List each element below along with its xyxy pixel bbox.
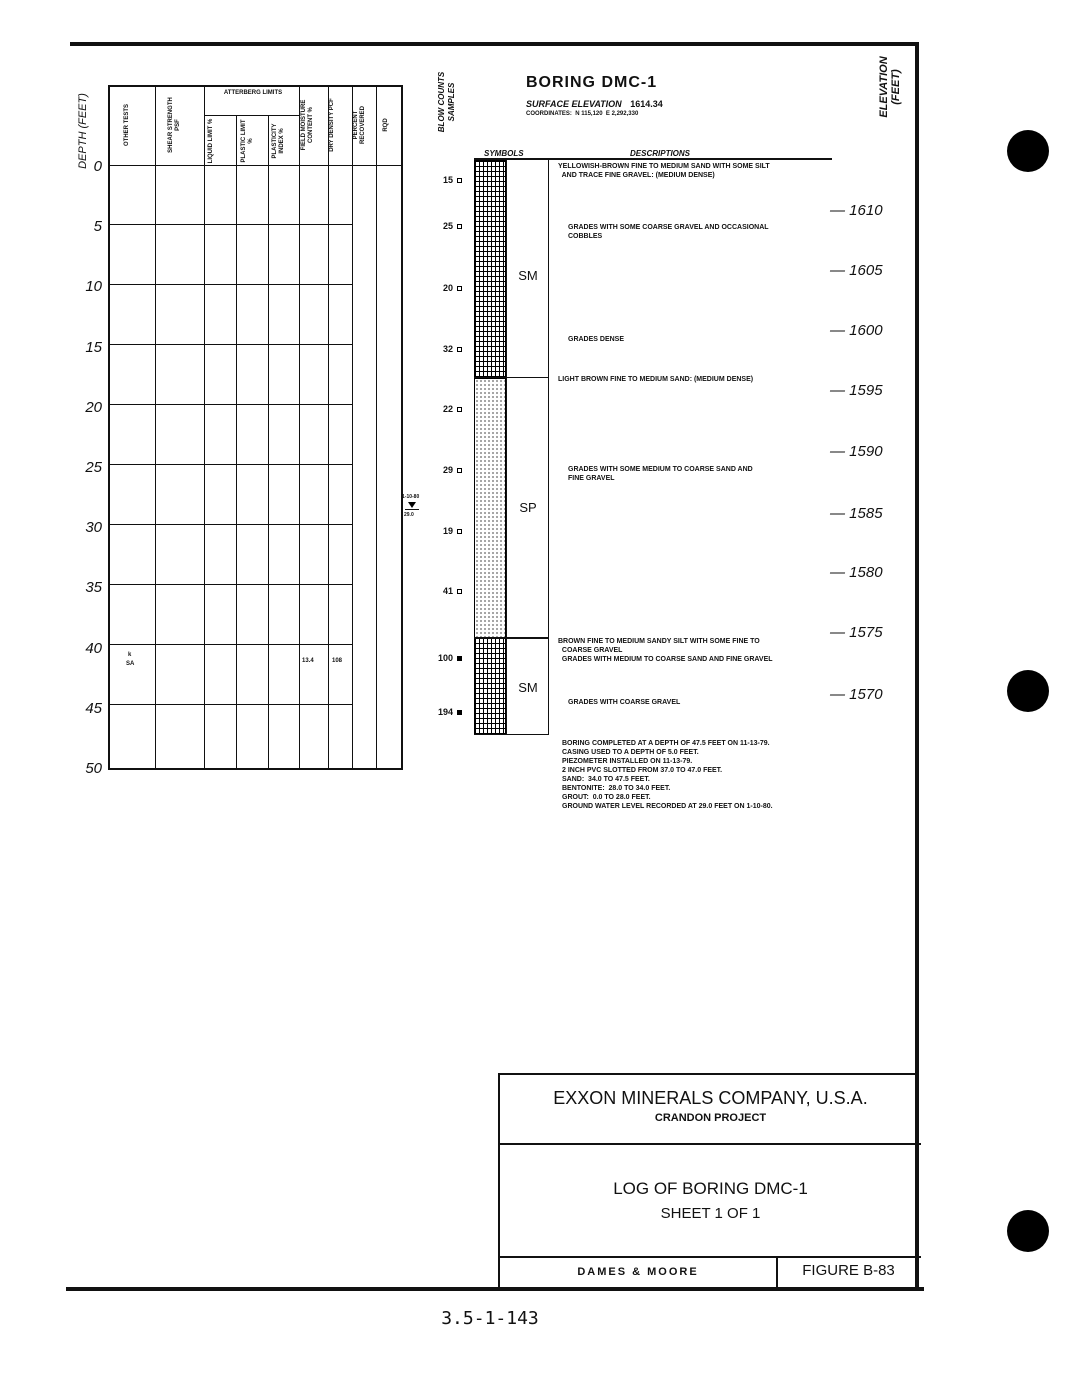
- water-level-triangle: [408, 502, 416, 508]
- blow-count-value: 194: [437, 707, 453, 717]
- blow-count-value: 41: [442, 586, 453, 596]
- blow-count: [420, 404, 462, 414]
- frame-top: [70, 42, 918, 46]
- depth-tick-label: 10: [85, 278, 102, 296]
- elevation-tick-label: 1600: [849, 322, 883, 339]
- blow-count-value: 15: [442, 175, 453, 185]
- depth-tick-label: 20: [85, 398, 102, 416]
- note-3: PIEZOMETER INSTALLED ON 11-13-79.: [562, 758, 693, 765]
- blow-count-value: 29: [442, 465, 453, 475]
- blow-count-value: 32: [442, 344, 453, 354]
- figure-number: FIGURE B-83: [802, 1262, 895, 1279]
- description-3: GRADES DENSE: [568, 336, 625, 343]
- header-dry-density: DRY DENSITY PCF: [329, 98, 335, 152]
- header-rqd: RQD: [383, 118, 389, 132]
- project-name: CRANDON PROJECT: [654, 1112, 767, 1124]
- sample-marker: [457, 224, 462, 229]
- surface-elevation-label: SURFACE ELEVATION: [526, 99, 622, 109]
- elevation-axis-label: ELEVATION (FEET): [878, 56, 902, 118]
- blow-count: [420, 465, 462, 475]
- elevation-tick: [830, 624, 883, 641]
- note-2: CASING USED TO A DEPTH OF 5.0 FEET.: [562, 749, 699, 756]
- depth-tick-label: 0: [93, 158, 102, 175]
- elevation-tick-mark: —: [830, 564, 850, 581]
- descriptions-label: DESCRIPTIONS: [630, 149, 691, 158]
- note-6: BENTONITE: 28.0 TO 34.0 FEET.: [562, 785, 671, 792]
- stratum-uscs-2: SP: [519, 500, 537, 515]
- depth-tick-label: 50: [85, 760, 102, 777]
- stratum-pattern-3: [474, 638, 506, 735]
- blow-count-value: 25: [442, 221, 453, 231]
- sample-marker: [457, 347, 462, 352]
- sheet-number: SHEET 1 OF 1: [660, 1205, 761, 1222]
- elevation-tick-mark: —: [830, 382, 850, 399]
- lab-other-tests-value: SA: [126, 661, 135, 667]
- elevation-tick-mark: —: [830, 322, 850, 339]
- note-7: GROUT: 0.0 TO 28.0 FEET.: [562, 794, 651, 801]
- elevation-tick: [830, 382, 883, 399]
- blow-count: [420, 653, 462, 663]
- header-plasticity-index: PLASTICITY INDEX %: [272, 123, 285, 159]
- binder-hole-bottom: [1007, 1210, 1049, 1252]
- elevation-tick-mark: —: [830, 202, 850, 219]
- blow-count: [420, 526, 462, 536]
- depth-tick-label: 40: [85, 639, 102, 657]
- depth-tick-label: 5: [93, 218, 102, 236]
- note-1: BORING COMPLETED AT A DEPTH OF 47.5 FEET ON 11-13-79.: [562, 740, 770, 747]
- sample-marker: [457, 529, 462, 534]
- depth-tick-label: 35: [85, 579, 102, 597]
- elevation-tick-mark: —: [830, 686, 850, 703]
- elevation-tick-label: 1580: [849, 564, 883, 581]
- note-5: SAND: 34.0 TO 47.5 FEET.: [562, 776, 650, 783]
- depth-tick-label: 45: [85, 699, 102, 717]
- page-number: 3.5-1-143: [441, 1308, 539, 1329]
- description-1: YELLOWISH-BROWN FINE TO MEDIUM SAND WITH SOME SILT AND TRACE FINE GRAVEL: (MEDIUM DENSE): [558, 163, 770, 179]
- blow-count-value: 19: [442, 526, 453, 536]
- depth-axis-label: DEPTH (FEET): [77, 93, 89, 169]
- water-level-depth: 29.0: [404, 512, 414, 518]
- log-title: LOG OF BORING DMC-1: [613, 1179, 808, 1198]
- water-level-date: 1-10-80: [402, 494, 420, 500]
- binder-hole-top: [1007, 130, 1049, 172]
- elevation-tick-label: 1595: [849, 382, 883, 399]
- header-percent-recovered: PERCENT RECOVERED: [353, 106, 366, 145]
- blow-count: [420, 175, 462, 185]
- elevation-tick-label: 1575: [849, 624, 883, 641]
- lab-marker: k: [128, 652, 132, 658]
- stratum-pattern-2: [474, 378, 506, 638]
- water-level-line: [405, 509, 419, 510]
- description-5: GRADES WITH SOME MEDIUM TO COARSE SAND AND FINE GRAVEL: [568, 466, 753, 482]
- elevation-tick: [830, 202, 883, 219]
- sample-marker: [457, 589, 462, 594]
- lab-data-grid: [108, 85, 403, 770]
- elevation-tick: [830, 686, 883, 703]
- sample-marker: [457, 468, 462, 473]
- note-4: 2 INCH PVC SLOTTED FROM 37.0 TO 47.0 FEET.: [562, 767, 723, 774]
- stratum-uscs-1: SM: [518, 268, 538, 283]
- elevation-tick: [830, 505, 883, 522]
- description-4: LIGHT BROWN FINE TO MEDIUM SAND: (MEDIUM DENSE): [558, 376, 754, 383]
- blow-count: [420, 283, 462, 293]
- sample-marker: [457, 286, 462, 291]
- blow-count: [420, 344, 462, 354]
- description-2: GRADES WITH SOME COARSE GRAVEL AND OCCASIONAL COBBLES: [568, 224, 769, 240]
- blow-count: [420, 586, 462, 596]
- lab-moisture-value: 13.4: [302, 658, 314, 664]
- blow-count: [420, 707, 462, 717]
- boring-notes: [562, 739, 773, 811]
- header-field-moisture: FIELD MOISTURE CONTENT %: [301, 99, 314, 151]
- header-shear-strength: SHEAR STRENGTH PSF: [168, 97, 181, 153]
- description-6: BROWN FINE TO MEDIUM SANDY SILT WITH SOME FINE TO COARSE GRAVEL GRADES WITH MEDIUM TO COARSE SAND AND FINE GRAVEL: [558, 638, 773, 663]
- elevation-tick-label: 1605: [849, 262, 883, 279]
- lab-dry-density-value: 108: [332, 658, 343, 664]
- elevation-tick-label: 1590: [849, 443, 883, 460]
- description-7: GRADES WITH COARSE GRAVEL: [568, 699, 681, 706]
- sample-marker: [457, 656, 462, 661]
- depth-tick-label: 30: [85, 519, 102, 537]
- surface-elevation-value: 1614.34: [630, 99, 663, 109]
- elevation-tick-label: 1570: [849, 686, 883, 703]
- surface-elevation: [526, 99, 663, 109]
- header-atterberg: ATTERBERG LIMITS: [223, 90, 283, 96]
- elevation-tick-mark: —: [830, 262, 850, 279]
- header-other-tests: OTHER TESTS: [124, 104, 130, 147]
- firm-name: DAMES & MOORE: [577, 1266, 699, 1278]
- strata-column: [474, 160, 549, 735]
- note-8: GROUND WATER LEVEL RECORDED AT 29.0 FEET ON 1-10-80.: [562, 803, 773, 810]
- sample-marker: [457, 178, 462, 183]
- blow-count: [420, 221, 462, 231]
- elevation-tick-mark: —: [830, 443, 850, 460]
- elevation-tick-label: 1610: [849, 202, 883, 219]
- header-liquid-limit: LIQUID LIMIT %: [208, 118, 214, 164]
- elevation-tick: [830, 564, 883, 581]
- symbols-label: SYMBOLS: [484, 149, 524, 158]
- coordinates: COORDINATES: N 115,120 E 2,292,330: [526, 111, 639, 117]
- elevation-tick: [830, 322, 883, 339]
- stratum-pattern-1: [474, 160, 506, 378]
- boring-title: BORING DMC-1: [526, 74, 658, 91]
- title-block: [498, 1073, 919, 1289]
- blow-count-value: 100: [437, 653, 453, 663]
- blow-counts-label: BLOW COUNTS SAMPLES: [437, 71, 456, 133]
- sample-marker: [457, 710, 462, 715]
- company-name: EXXON MINERALS COMPANY, U.S.A.: [553, 1088, 868, 1108]
- sample-marker: [457, 407, 462, 412]
- blow-count-value: 20: [442, 283, 453, 293]
- elevation-tick-label: 1585: [849, 505, 883, 522]
- elevation-tick-mark: —: [830, 624, 850, 641]
- header-plastic-limit: PLASTIC LIMIT %: [241, 119, 254, 163]
- depth-tick-label: 25: [85, 459, 102, 476]
- elevation-tick-mark: —: [830, 505, 850, 522]
- stratum-uscs-3: SM: [518, 680, 538, 695]
- elevation-tick: [830, 262, 883, 279]
- blow-count-value: 22: [442, 404, 453, 414]
- depth-tick-label: 15: [85, 338, 102, 356]
- elevation-tick: [830, 443, 883, 460]
- binder-hole-middle: [1007, 670, 1049, 712]
